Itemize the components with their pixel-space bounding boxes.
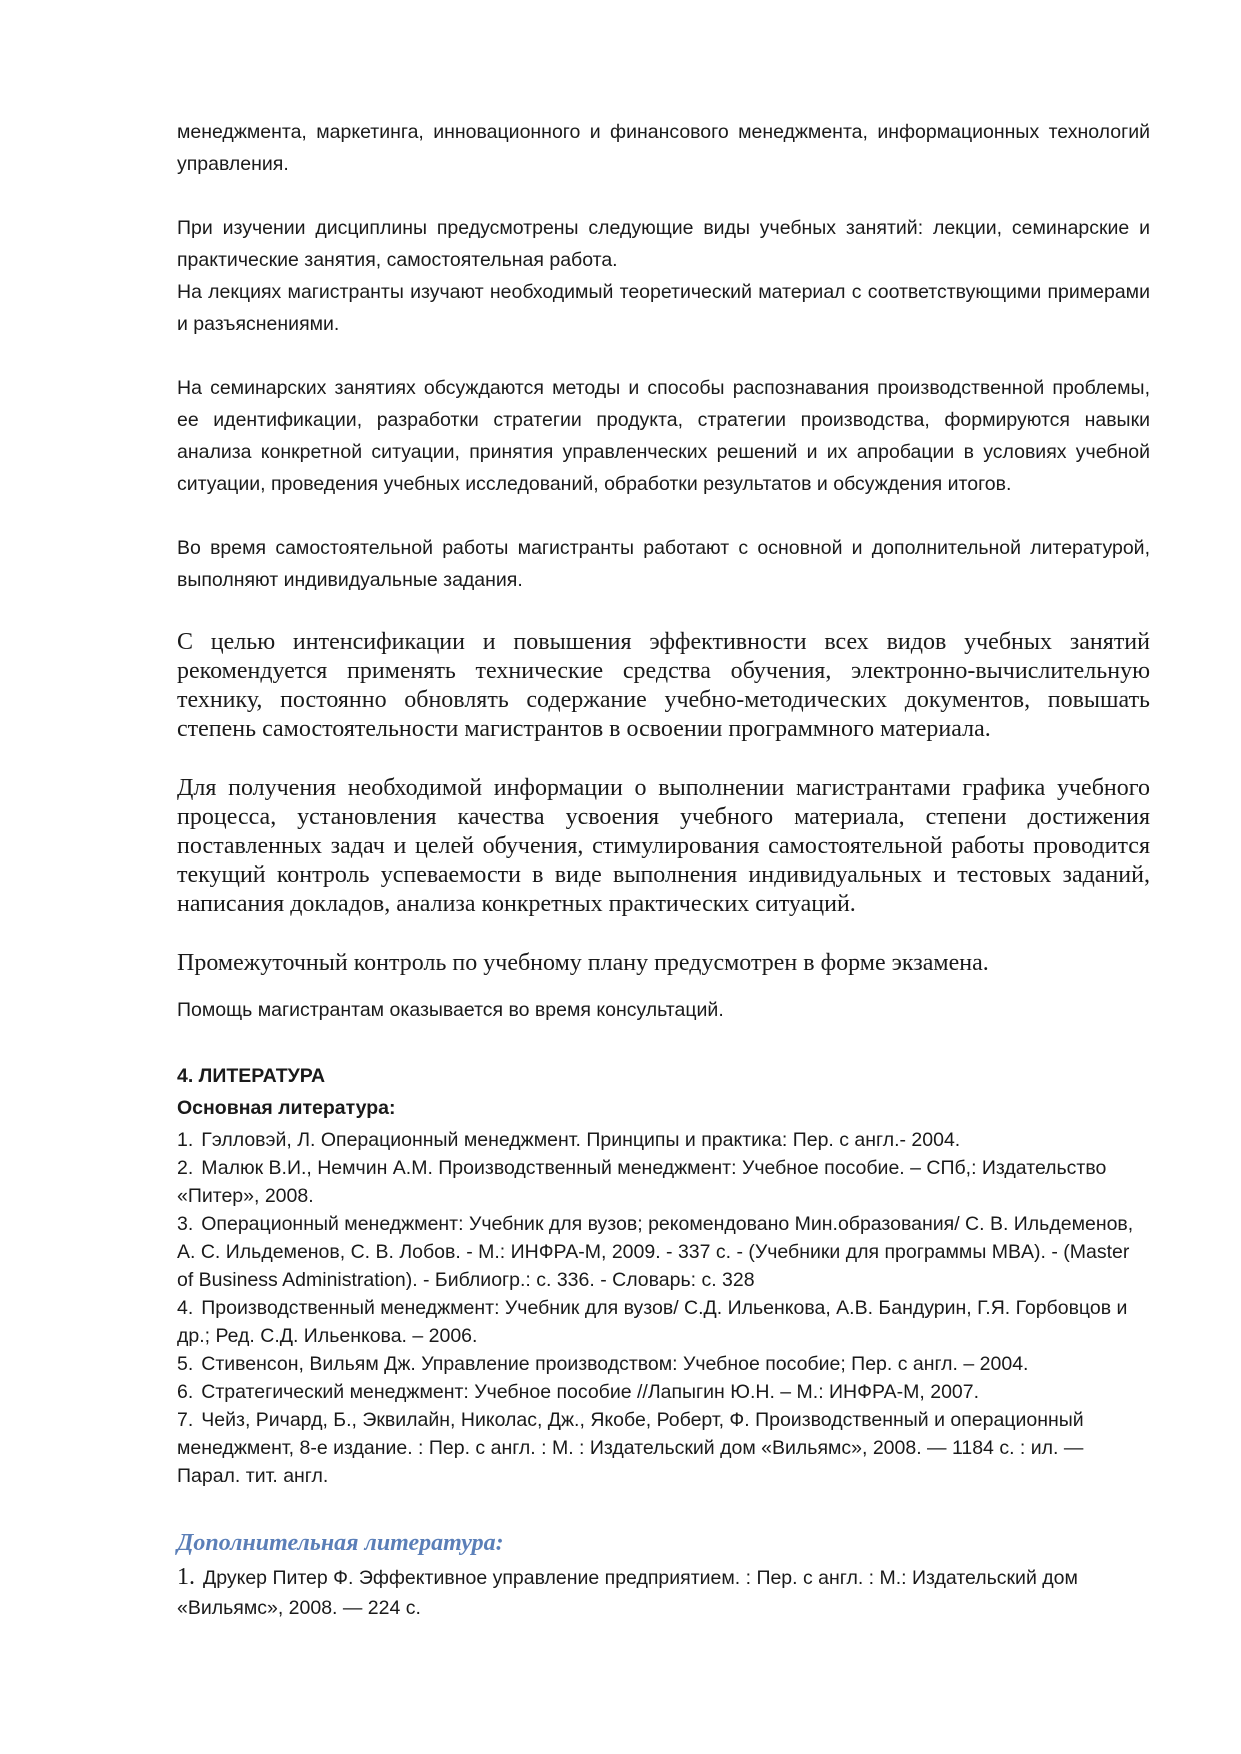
- list-item: [177, 1294, 1150, 1350]
- extra-literature-item: [177, 1562, 1150, 1623]
- list-item: [177, 1406, 1150, 1490]
- list-item-number: 5.: [177, 1352, 194, 1375]
- list-item-text: Друкер Питер Ф. Эффективное управление предприятием. : Пер. с англ. : М.: Издательский дом «Вильямс», 2008. — 224 с.: [177, 1566, 1078, 1619]
- list-item: [177, 1126, 1150, 1154]
- paragraph-seminars: На семинарских занятиях обсуждаются методы и способы распознавания производственной проблемы, ее идентификации, разработки стратегии продукта, стратегии производства, формируются навыки анализа конкретной ситуации, принятия управленческих решений и их апробации в условиях учебной ситуации, проведения учебных исследований, обработки результатов и обсуждения итогов.: [177, 377, 1150, 495]
- list-item-text: Гэлловэй, Л. Операционный менеджмент. Принципы и практика: Пер. с англ.- 2004.: [201, 1128, 961, 1151]
- paragraph-exam: Промежуточный контроль по учебному плану предусмотрен в форме экзамена.: [177, 950, 989, 976]
- extra-literature-heading: Дополнительная литература:: [177, 1529, 504, 1556]
- list-item: [177, 1378, 1150, 1406]
- list-item-number: 1.: [177, 1128, 194, 1151]
- paragraph-intensification: С целью интенсификации и повышения эффективности всех видов учебных занятий рекомендуется применять технические средства обучения, электронно-вычислительную технику, постоянно обновлять содержание учебно-методических документов, повышать степень самостоятельности магистрантов в освоении программного материала.: [177, 629, 1150, 742]
- list-item-number: 3.: [177, 1212, 194, 1235]
- list-item: [177, 1210, 1150, 1294]
- list-item: [177, 1350, 1150, 1378]
- list-item-number: 6.: [177, 1380, 194, 1403]
- list-item-text: Стратегический менеджмент: Учебное пособие //Лапыгин Ю.Н. – М.: ИНФРА-М, 2007.: [201, 1380, 980, 1403]
- list-item-number: 4.: [177, 1296, 194, 1319]
- paragraph-self-study: Во время самостоятельной работы магистранты работают с основной и дополнительной литературой, выполняют индивидуальные задания.: [177, 537, 1150, 591]
- paragraph-consultations: Помощь магистрантам оказывается во время консультаций.: [177, 998, 724, 1021]
- main-literature-heading: Основная литература:: [177, 1096, 396, 1119]
- list-item-text: Стивенсон, Вильям Дж. Управление производством: Учебное пособие; Пер. с англ. – 2004.: [201, 1352, 1029, 1375]
- document-page: [177, 116, 1150, 1623]
- list-item-text: Малюк В.И., Немчин А.М. Производственный менеджмент: Учебное пособие. – СПб,: Издательство «Питер», 2008.: [177, 1156, 1107, 1207]
- list-item: [177, 1154, 1150, 1210]
- paragraph-intro-tail: менеджмента, маркетинга, инновационного и финансового менеджмента, информационных технологий управления.: [177, 121, 1150, 175]
- main-literature-list: [177, 1126, 1150, 1490]
- literature-heading: 4. ЛИТЕРАТУРА: [177, 1064, 326, 1087]
- paragraph-control: Для получения необходимой информации о выполнении магистрантами графика учебного процесса, установления качества усвоения учебного материала, степени достижения поставленных задач и целей обучения, стимулирования самостоятельной работы проводится текущий контроль успеваемости в виде выполнения индивидуальных и тестовых заданий, написания докладов, анализа конкретных практических ситуаций.: [177, 775, 1150, 917]
- list-item-number: 7.: [177, 1408, 194, 1431]
- paragraph-study-types: При изучении дисциплины предусмотрены следующие виды учебных занятий: лекции, семинарские и практические занятия, самостоятельная работа.: [177, 217, 1150, 271]
- list-item-number: 1.: [177, 1563, 195, 1590]
- list-item-number: 2.: [177, 1156, 194, 1179]
- list-item-text: Чейз, Ричард, Б., Эквилайн, Николас, Дж., Якобе, Роберт, Ф. Производственный и операционный менеджмент, 8-е издание. : Пер. с англ. : М. : Издательский дом «Вильямс», 2008. — 1184 с. : ил. — Парал. тит. англ.: [177, 1408, 1084, 1487]
- paragraph-lectures: На лекциях магистранты изучают необходимый теоретический материал с соответствующими примерами и разъяснениями.: [177, 281, 1150, 335]
- list-item-text: Операционный менеджмент: Учебник для вузов; рекомендовано Мин.образования/ С. В. Ильдеменов, А. С. Ильдеменов, С. В. Лобов. - М.: ИНФРА-М, 2009. - 337 с. - (Учебники для программы MBA). - (Master of Business Administration). - Библиогр.: с. 336. - Словарь: с. 328: [177, 1212, 1134, 1291]
- list-item-text: Производственный менеджмент: Учебник для вузов/ С.Д. Ильенкова, А.В. Бандурин, Г.Я. Горбовцов и др.; Ред. С.Д. Ильенкова. – 2006.: [177, 1296, 1128, 1347]
